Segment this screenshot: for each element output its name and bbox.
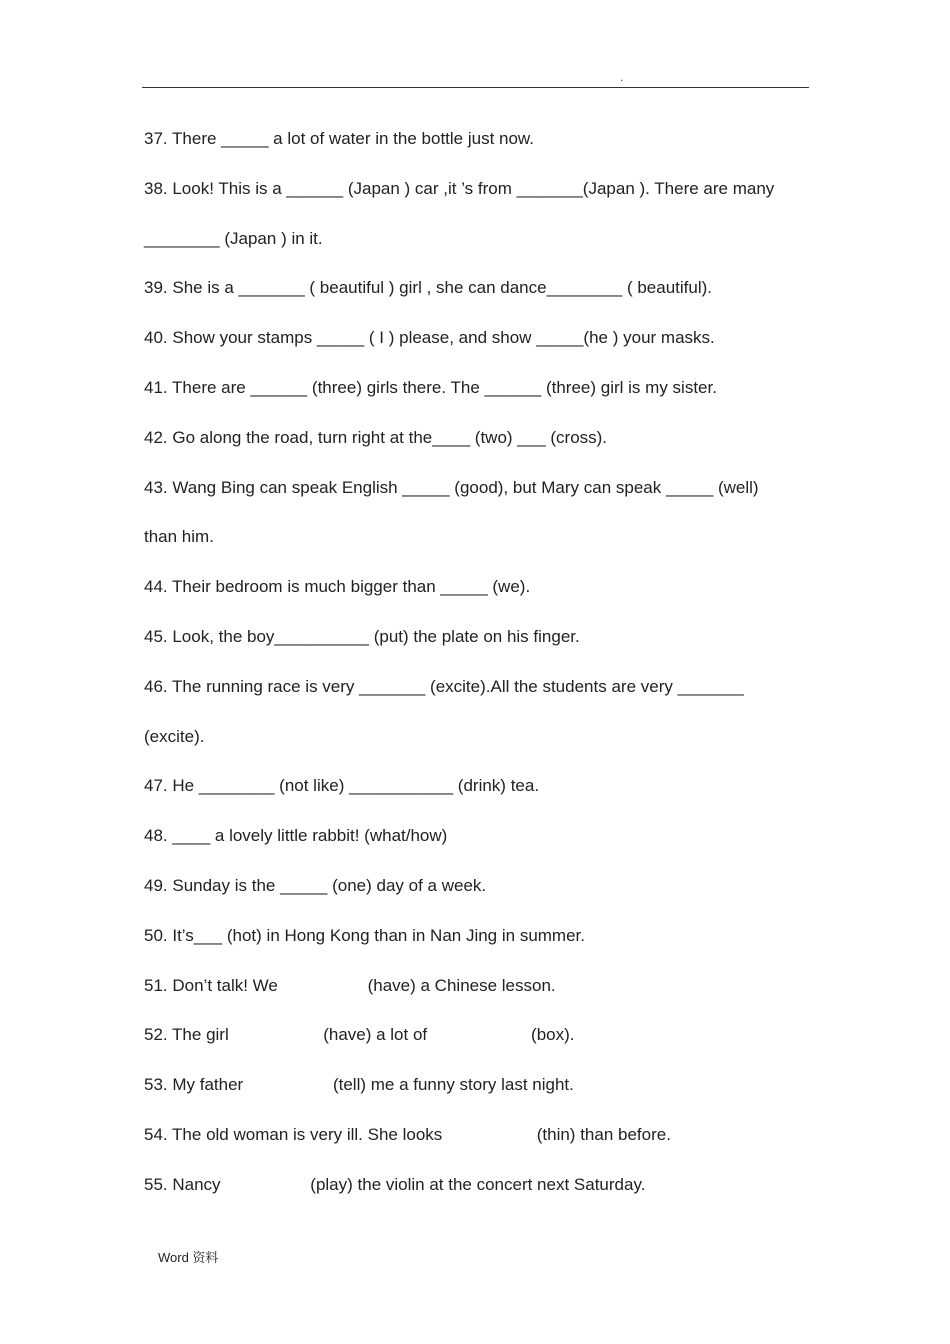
- exercise-list: [144, 114, 804, 1210]
- exercise-line: 37. There _____ a lot of water in the bottle just now.: [144, 129, 534, 148]
- exercise-line: 42. Go along the road, turn right at the____ (two) ___ (cross).: [144, 427, 608, 447]
- exercise-line: (excite).: [144, 726, 205, 746]
- exercise-line: 46. The running race is very _______ (excite).All the students are very _______: [144, 676, 744, 696]
- exercise-line: 48. ____ a lovely little rabbit! (what/how): [144, 826, 448, 846]
- header-rule: [142, 87, 809, 88]
- exercise-line: 40. Show your stamps _____ ( I ) please, and show _____(he ) your masks.: [144, 328, 715, 348]
- exercise-line: than him.: [144, 527, 214, 547]
- exercise-line: 43. Wang Bing can speak English _____ (good), but Mary can speak _____ (well): [144, 477, 759, 497]
- header-dot: .: [620, 70, 624, 84]
- exercise-line: 41. There are ______ (three) girls there. The ______ (three) girl is my sister.: [144, 377, 717, 397]
- exercise-line: 51. Don’t talk! We (have) a Chinese lesson.: [144, 975, 556, 995]
- footer-label: Word 资料: [158, 1250, 219, 1265]
- exercise-line: 47. He ________ (not like) ___________ (drink) tea.: [144, 776, 540, 796]
- exercise-line: 52. The girl (have) a lot of (box).: [144, 1025, 575, 1045]
- exercise-line: 54. The old woman is very ill. She looks (thin) than before.: [144, 1124, 671, 1144]
- exercise-line: 38. Look! This is a ______ (Japan ) car ,it ’s from _______(Japan ). There are many: [144, 178, 775, 198]
- exercise-line: 44. Their bedroom is much bigger than _____ (we).: [144, 577, 531, 597]
- exercise-line: 55. Nancy (play) the violin at the concert next Saturday.: [144, 1174, 646, 1194]
- exercise-line: 53. My father (tell) me a funny story last night.: [144, 1075, 574, 1095]
- exercise-line: 49. Sunday is the _____ (one) day of a week.: [144, 875, 487, 895]
- exercise-line: 50. It’s___ (hot) in Hong Kong than in Nan Jing in summer.: [144, 925, 585, 945]
- exercise-line: 39. She is a _______ ( beautiful ) girl , she can dance________ ( beautiful).: [144, 278, 712, 298]
- exercise-line: 45. Look, the boy__________ (put) the plate on his finger.: [144, 626, 580, 646]
- exercise-line: ________ (Japan ) in it.: [144, 228, 323, 248]
